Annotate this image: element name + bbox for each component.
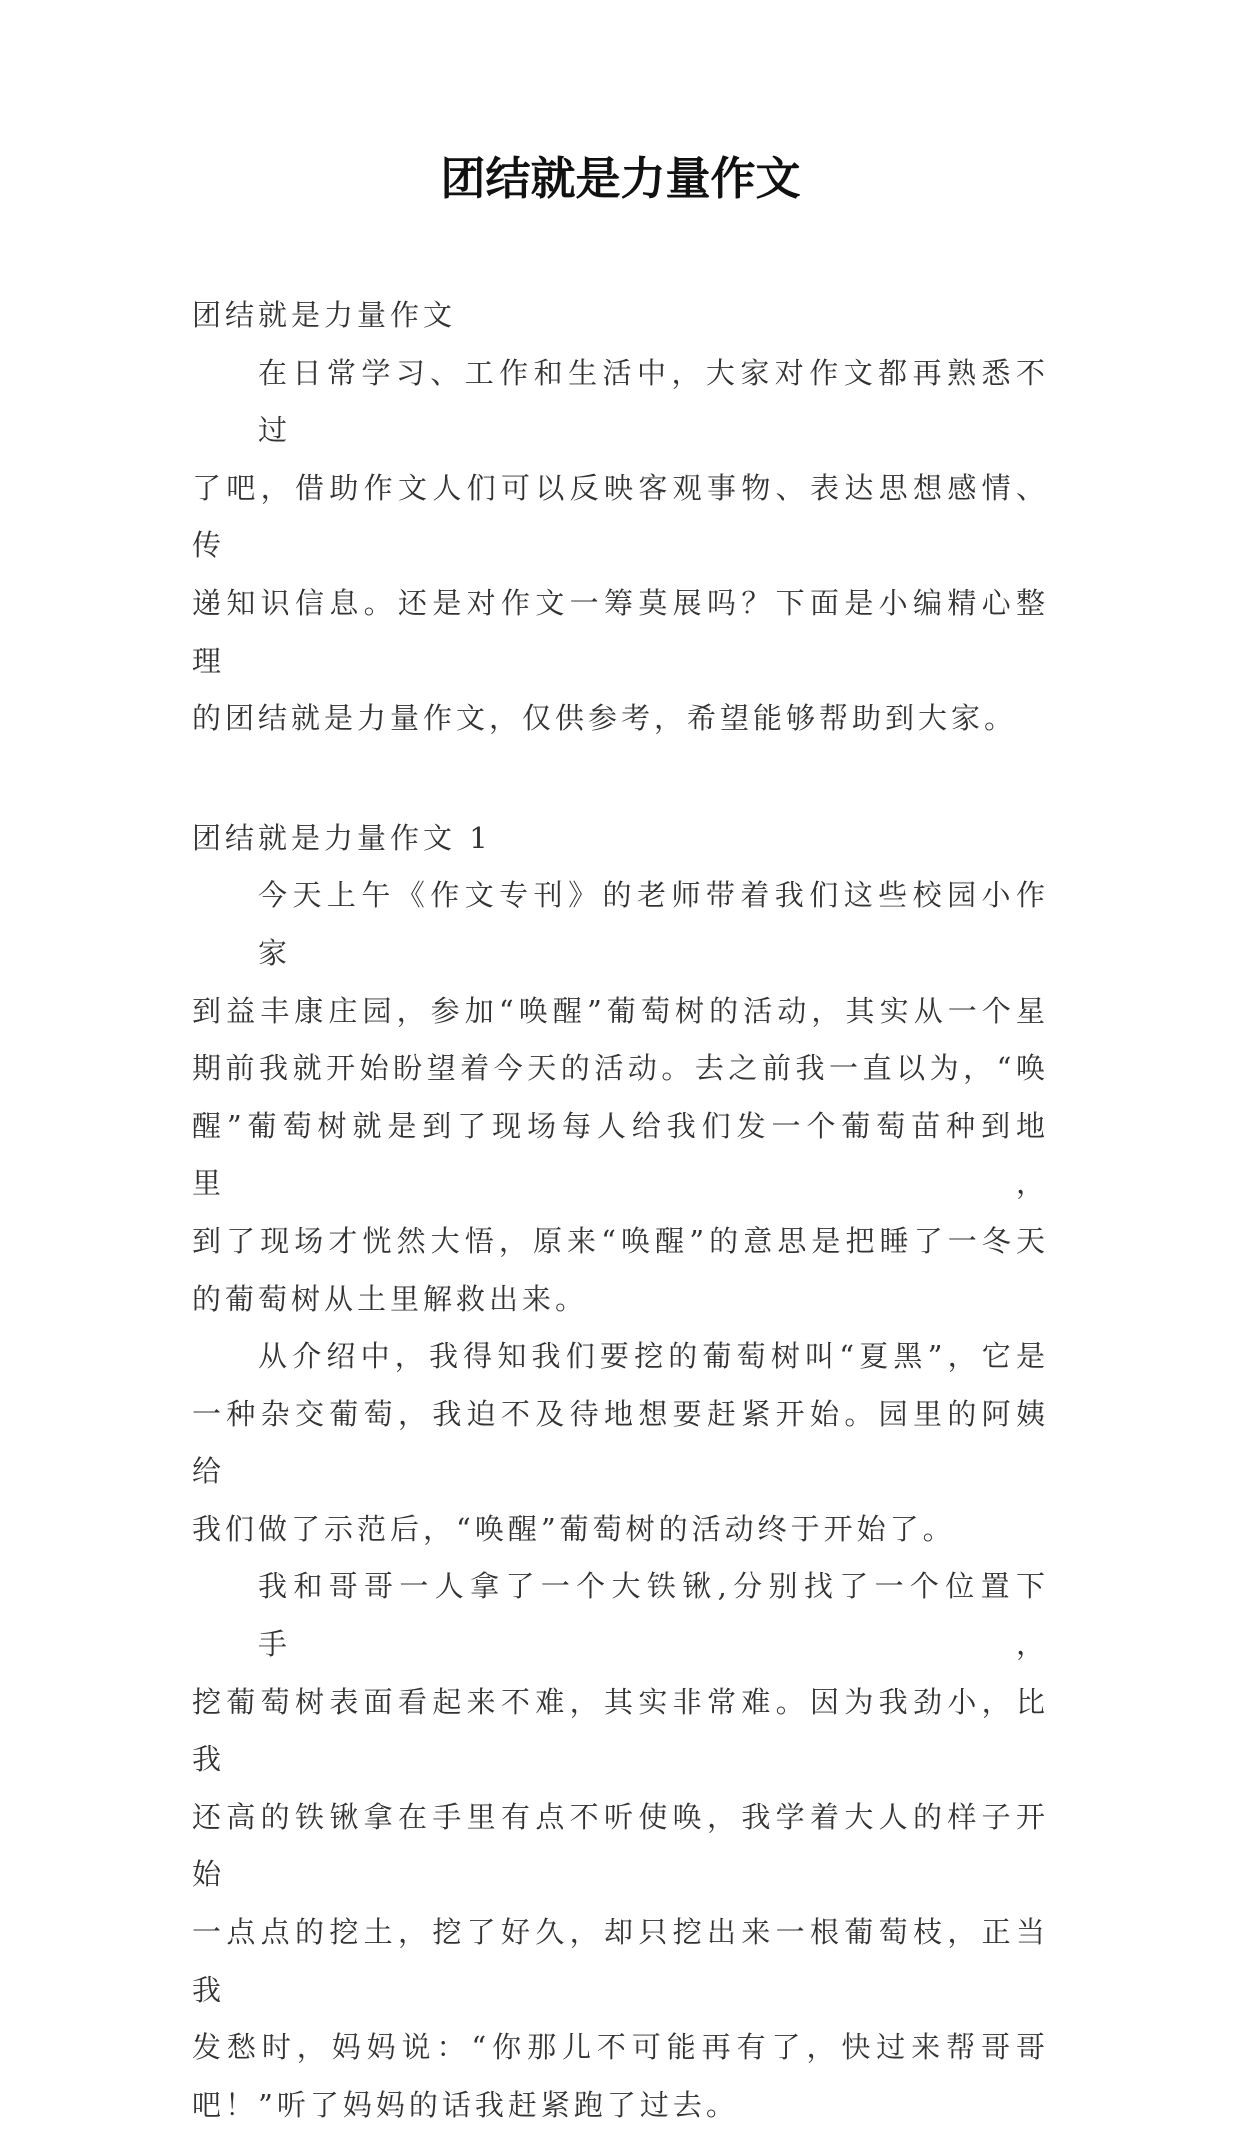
document-body [192, 287, 1049, 2134]
intro-heading: 团结就是力量作文 [192, 298, 457, 332]
paragraph [192, 1328, 1049, 1558]
paragraph-line: 一点点的挖土，挖了好久，却只挖出来一根葡萄枝，正当我 [192, 1915, 1049, 2007]
paragraph-line: 到了现场才恍然大悟，原来“唤醒”的意思是把睡了一冬天 [192, 1223, 1049, 1258]
paragraph-line: 我和哥哥一人拿了一个大铁锹,分别找了一个位置下手， [258, 1569, 1049, 1662]
paragraph-line: 了吧，借助作文人们可以反映客观事物、表达思想感情、传 [192, 470, 1049, 563]
paragraph-line: 递知识信息。还是对作文一筹莫展吗？下面是小编精心整理 [192, 585, 1049, 678]
paragraph-line: 一种杂交葡萄，我迫不及待地想要赶紧开始。园里的阿姨给 [192, 1396, 1049, 1489]
intro-section [192, 287, 1049, 748]
paragraph-line: 醒”葡萄树就是到了现场每人给我们发一个葡萄苗种到地里， [192, 1108, 1049, 1201]
paragraph-line: 我们做了示范后，“唤醒”葡萄树的活动终于开始了。 [192, 1511, 956, 1546]
paragraph [192, 867, 1049, 1328]
paragraph-line: 到益丰康庄园，参加“唤醒”葡萄树的活动，其实从一个星 [192, 993, 1049, 1028]
paragraph-line: 从介绍中，我得知我们要挖的葡萄树叫“夏黑”，它是 [258, 1339, 1049, 1374]
paragraph-line: 挖葡萄树表面看起来不难，其实非常难。因为我劲小，比我 [192, 1684, 1049, 1777]
document-title: 团结就是力量作文 [440, 152, 801, 205]
paragraph [192, 345, 1049, 748]
paragraph [192, 1558, 1049, 2134]
paragraph-line: 期前我就开始盼望着今天的活动。去之前我一直以为，“唤 [192, 1051, 1049, 1086]
paragraph-line: 还高的铁锹拿在手里有点不听使唤，我学着大人的样子开始 [192, 1799, 1049, 1892]
paragraph-line: 发愁时，妈妈说：“你那儿不可能再有了，快过来帮哥哥 [192, 2030, 1049, 2065]
paragraph-line: 吧！”听了妈妈的话我赶紧跑了过去。 [192, 2087, 739, 2122]
paragraph-line: 的葡萄树从土里解救出来。 [192, 1281, 589, 1316]
paragraph-line: 今天上午《作文专刊》的老师带着我们这些校园小作家 [258, 878, 1049, 970]
paragraph-line: 在日常学习、工作和生活中，大家对作文都再熟悉不过 [258, 355, 1049, 448]
essay-1-section [192, 810, 1049, 2134]
paragraph-line: 的团结就是力量作文，仅供参考，希望能够帮助到大家。 [192, 701, 1018, 736]
essay-1-heading: 团结就是力量作文 1 [192, 820, 492, 855]
